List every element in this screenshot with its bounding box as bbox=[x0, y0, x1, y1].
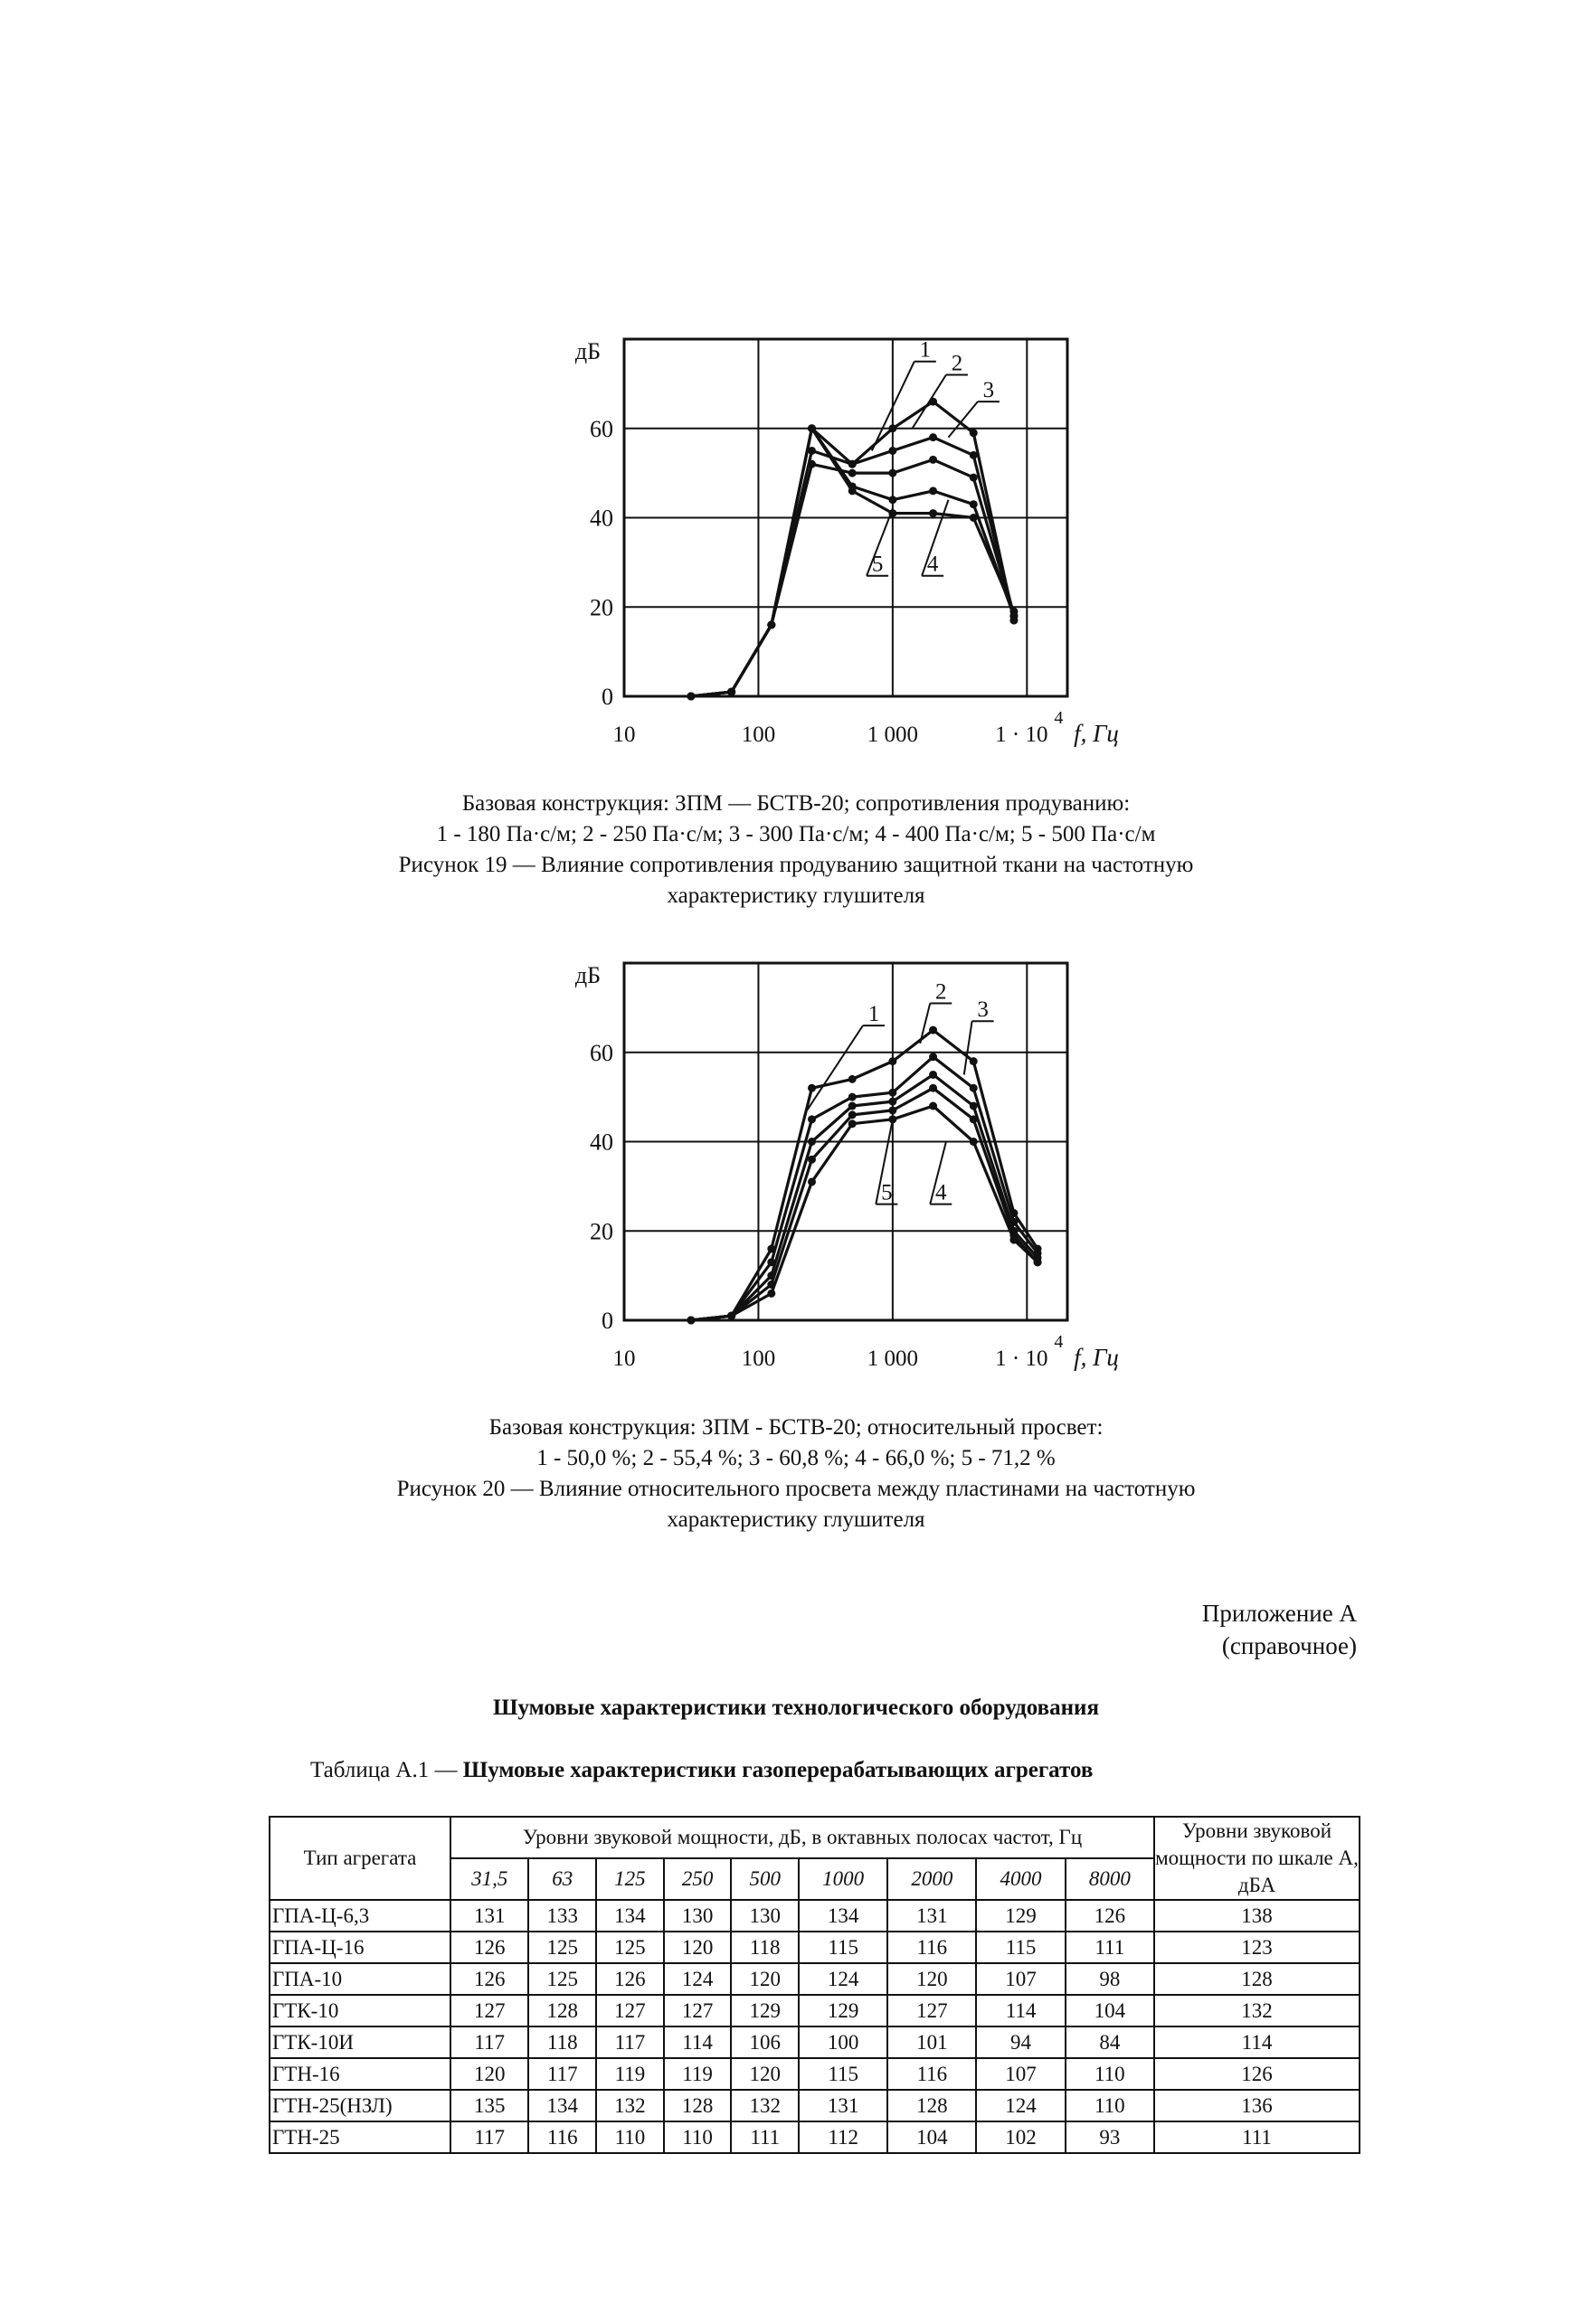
y-tick-label: 0 bbox=[602, 684, 613, 710]
level-cell: 120 bbox=[450, 2058, 528, 2090]
level-cell: 129 bbox=[799, 1995, 887, 2026]
series-point bbox=[970, 500, 978, 508]
level-cell: 124 bbox=[976, 2090, 1065, 2121]
series-point bbox=[970, 1057, 978, 1065]
figure-19-caption-line1: Базовая конструкция: ЗПМ — БСТВ-20; сопротивления продуванию: bbox=[461, 791, 1131, 816]
level-cell: 126 bbox=[596, 1963, 664, 1995]
level-cell: 115 bbox=[799, 2058, 887, 2090]
series-point bbox=[888, 1098, 896, 1106]
series-point bbox=[970, 451, 978, 459]
unit-type-cell: ГПА-Ц-16 bbox=[270, 1932, 450, 1963]
series-point bbox=[808, 1084, 816, 1092]
y-tick-label: 20 bbox=[590, 1218, 613, 1245]
series-point bbox=[848, 1110, 857, 1119]
figure-19-caption-line4: характеристику глушителя bbox=[667, 883, 925, 908]
series-line-4 bbox=[691, 429, 1014, 696]
x-tick-label: 1 000 bbox=[867, 723, 919, 747]
level-cell: 116 bbox=[528, 2121, 596, 2153]
series-point bbox=[848, 1119, 857, 1128]
series-point bbox=[808, 1115, 816, 1123]
level-cell: 135 bbox=[450, 2090, 528, 2121]
level-cell: 120 bbox=[731, 1963, 799, 1995]
x-tick-label: 10 bbox=[612, 723, 636, 747]
series-label: 2 bbox=[951, 351, 963, 376]
x-tick-label: 1 · 10 bbox=[995, 1346, 1048, 1371]
level-cell: 132 bbox=[596, 2090, 664, 2121]
level-cell: 117 bbox=[450, 2121, 528, 2153]
series-line-2 bbox=[691, 1057, 1038, 1320]
series-label: 4 bbox=[935, 1180, 947, 1205]
table-caption-title: Шумовые характеристики газоперерабатывающих агрегатов bbox=[462, 1758, 1094, 1782]
series-point bbox=[848, 469, 857, 477]
x-tick-exponent: 4 bbox=[1054, 708, 1064, 728]
level-cell: 128 bbox=[664, 2090, 732, 2121]
series-label: 1 bbox=[867, 1002, 880, 1027]
x-tick-label: 1 · 10 bbox=[995, 723, 1048, 747]
table-row bbox=[270, 2090, 1360, 2121]
level-cell: 118 bbox=[731, 1932, 799, 1963]
section-title: Шумовые характеристики технологического оборудования bbox=[493, 1696, 1099, 1720]
series-line-3 bbox=[691, 459, 1014, 696]
level-cell: 128 bbox=[528, 1995, 596, 2026]
y-axis-label: дБ bbox=[574, 962, 602, 988]
appendix-title: Приложение А bbox=[1201, 1600, 1357, 1627]
level-cell: 129 bbox=[731, 1995, 799, 2026]
series-point bbox=[970, 1138, 978, 1146]
level-cell: 134 bbox=[799, 1900, 887, 1932]
series-point bbox=[970, 474, 978, 482]
series-point bbox=[848, 460, 857, 468]
level-cell: 125 bbox=[528, 1932, 596, 1963]
total-level-cell: 114 bbox=[1154, 2026, 1360, 2058]
series-point bbox=[929, 433, 937, 441]
unit-type-cell: ГПА-10 bbox=[270, 1963, 450, 1995]
level-cell: 115 bbox=[976, 1932, 1065, 1963]
level-cell: 127 bbox=[450, 1995, 528, 2026]
level-cell: 131 bbox=[887, 1900, 976, 1932]
x-axis-label: f, Гц bbox=[1074, 1344, 1119, 1371]
level-cell: 118 bbox=[528, 2026, 596, 2058]
series-point bbox=[970, 1115, 978, 1123]
x-tick-label: 100 bbox=[741, 1346, 776, 1371]
figure-19-svg bbox=[543, 321, 1119, 755]
header-levels: Уровни звуковой мощности, дБ, в октавных полосах частот, Гц bbox=[450, 1817, 1154, 1858]
level-cell: 125 bbox=[596, 1932, 664, 1963]
figure-20-svg bbox=[543, 945, 1119, 1379]
frequency-header: 250 bbox=[664, 1858, 732, 1900]
y-tick-label: 40 bbox=[590, 505, 613, 532]
level-cell: 111 bbox=[1066, 1932, 1154, 1963]
y-tick-label: 40 bbox=[590, 1129, 613, 1156]
figure-20-caption-line1: Базовая конструкция: ЗПМ - БСТВ-20; относительный просвет: bbox=[488, 1415, 1104, 1440]
table-caption-prefix: Таблица А.1 — bbox=[310, 1758, 463, 1782]
series-line-1 bbox=[691, 402, 1014, 696]
level-cell: 124 bbox=[799, 1963, 887, 1995]
level-cell: 102 bbox=[976, 2121, 1065, 2153]
frequency-header: 8000 bbox=[1066, 1858, 1154, 1900]
series-label: 3 bbox=[977, 997, 989, 1023]
frequency-header: 500 bbox=[731, 1858, 799, 1900]
series-point bbox=[687, 1317, 695, 1325]
level-cell: 134 bbox=[596, 1900, 664, 1932]
level-cell: 112 bbox=[799, 2121, 887, 2153]
frequency-header: 4000 bbox=[976, 1858, 1065, 1900]
series-point bbox=[808, 1177, 816, 1186]
y-axis-label: дБ bbox=[574, 338, 602, 364]
y-tick-label: 20 bbox=[590, 594, 613, 621]
figure-20-caption bbox=[0, 1412, 1592, 1535]
level-cell: 134 bbox=[528, 2090, 596, 2121]
unit-type-cell: ГТН-25(НЗЛ) bbox=[270, 2090, 450, 2121]
total-level-cell: 138 bbox=[1154, 1900, 1360, 1932]
unit-type-cell: ГТК-10 bbox=[270, 1995, 450, 2026]
level-cell: 111 bbox=[731, 2121, 799, 2153]
series-point bbox=[929, 456, 937, 464]
figure-20-caption-line3: Рисунок 20 — Влияние относительного просвета между пластинами на частотную bbox=[396, 1477, 1196, 1501]
series-point bbox=[767, 621, 775, 629]
table-row bbox=[270, 1932, 1360, 1963]
level-cell: 98 bbox=[1066, 1963, 1154, 1995]
frequency-header: 31,5 bbox=[450, 1858, 528, 1900]
figure-19-caption-line3: Рисунок 19 — Влияние сопротивления продуванию защитной ткани на частотную bbox=[398, 853, 1194, 877]
series-point bbox=[687, 693, 695, 701]
series-point bbox=[929, 1102, 937, 1110]
series-label: 5 bbox=[881, 1180, 893, 1205]
appendix-heading bbox=[1202, 1597, 1357, 1662]
unit-type-cell: ГТК-10И bbox=[270, 2026, 450, 2058]
table-row bbox=[270, 2026, 1360, 2058]
x-axis-label: f, Гц bbox=[1074, 720, 1119, 747]
level-cell: 125 bbox=[528, 1963, 596, 1995]
series-point bbox=[888, 1106, 896, 1114]
table-row bbox=[270, 2058, 1360, 2090]
y-tick-label: 0 bbox=[602, 1308, 613, 1334]
frequency-header: 63 bbox=[528, 1858, 596, 1900]
level-cell: 115 bbox=[799, 1932, 887, 1963]
level-cell: 94 bbox=[976, 2026, 1065, 2058]
level-cell: 107 bbox=[976, 2058, 1065, 2090]
series-point bbox=[929, 1084, 937, 1092]
series-point bbox=[888, 424, 896, 432]
level-cell: 130 bbox=[664, 1900, 732, 1932]
level-cell: 133 bbox=[528, 1900, 596, 1932]
series-point bbox=[929, 1053, 937, 1061]
x-tick-exponent: 4 bbox=[1054, 1332, 1064, 1352]
total-level-cell: 126 bbox=[1154, 2058, 1360, 2090]
total-level-cell: 132 bbox=[1154, 1995, 1360, 2026]
series-point bbox=[808, 1156, 816, 1164]
figure-19-caption bbox=[0, 789, 1592, 912]
level-cell: 117 bbox=[596, 2026, 664, 2058]
level-cell: 114 bbox=[664, 2026, 732, 2058]
series-point bbox=[888, 496, 896, 504]
level-cell: 106 bbox=[731, 2026, 799, 2058]
level-cell: 110 bbox=[1066, 2090, 1154, 2121]
level-cell: 129 bbox=[976, 1900, 1065, 1932]
series-label: 2 bbox=[935, 979, 947, 1005]
frequency-header: 125 bbox=[596, 1858, 664, 1900]
level-cell: 128 bbox=[887, 2090, 976, 2121]
series-line-1 bbox=[691, 1030, 1038, 1320]
noise-table bbox=[269, 1816, 1360, 2154]
series-line-5 bbox=[691, 429, 1014, 696]
appendix-subtitle: (справочное) bbox=[1221, 1632, 1357, 1659]
series-point bbox=[929, 1071, 937, 1079]
level-cell: 126 bbox=[450, 1963, 528, 1995]
series-point bbox=[888, 447, 896, 455]
series-label: 1 bbox=[919, 337, 932, 363]
x-tick-label: 100 bbox=[741, 723, 776, 747]
header-total: Уровни звуковой мощности по шкале А, дБА bbox=[1154, 1817, 1360, 1900]
level-cell: 126 bbox=[1066, 1900, 1154, 1932]
table-body bbox=[270, 1900, 1360, 2153]
series-line-5 bbox=[691, 1106, 1038, 1320]
figure-20-caption-line4: характеристику глушителя bbox=[667, 1507, 925, 1532]
series-point bbox=[727, 1312, 735, 1320]
level-cell: 110 bbox=[596, 2121, 664, 2153]
series-point bbox=[1034, 1258, 1042, 1266]
frequency-header: 2000 bbox=[887, 1858, 976, 1900]
table-row bbox=[270, 1963, 1360, 1995]
x-tick-label: 10 bbox=[612, 1346, 636, 1371]
level-cell: 114 bbox=[976, 1995, 1065, 2026]
series-point bbox=[767, 1290, 775, 1298]
level-cell: 120 bbox=[664, 1932, 732, 1963]
series-point bbox=[848, 1075, 857, 1083]
level-cell: 104 bbox=[1066, 1995, 1154, 2026]
x-tick-label: 1 000 bbox=[867, 1346, 919, 1371]
level-cell: 100 bbox=[799, 2026, 887, 2058]
series-point bbox=[970, 429, 978, 437]
level-cell: 126 bbox=[450, 1932, 528, 1963]
level-cell: 117 bbox=[528, 2058, 596, 2090]
total-level-cell: 128 bbox=[1154, 1963, 1360, 1995]
series-label: 3 bbox=[982, 378, 995, 403]
level-cell: 127 bbox=[664, 1995, 732, 2026]
figure-19-chart bbox=[543, 321, 1119, 755]
level-cell: 131 bbox=[450, 1900, 528, 1932]
table-caption bbox=[310, 1758, 1093, 1783]
series-leader-line bbox=[913, 375, 946, 429]
level-cell: 119 bbox=[596, 2058, 664, 2090]
total-level-cell: 136 bbox=[1154, 2090, 1360, 2121]
series-point bbox=[888, 469, 896, 477]
series-point bbox=[1009, 1236, 1018, 1244]
unit-type-cell: ГТН-25 bbox=[270, 2121, 450, 2153]
series-point bbox=[808, 1138, 816, 1146]
table-row bbox=[270, 1900, 1360, 1932]
series-point bbox=[929, 1026, 937, 1034]
table-row bbox=[270, 2121, 1360, 2153]
table-row bbox=[270, 1995, 1360, 2026]
series-point bbox=[970, 514, 978, 522]
series-leader-line bbox=[964, 1021, 972, 1074]
level-cell: 119 bbox=[664, 2058, 732, 2090]
series-point bbox=[808, 424, 816, 432]
level-cell: 131 bbox=[799, 2090, 887, 2121]
unit-type-cell: ГТН-16 bbox=[270, 2058, 450, 2090]
unit-type-cell: ГПА-Ц-6,3 bbox=[270, 1900, 450, 1932]
level-cell: 116 bbox=[887, 1932, 976, 1963]
level-cell: 127 bbox=[887, 1995, 976, 2026]
series-point bbox=[929, 509, 937, 517]
level-cell: 120 bbox=[731, 2058, 799, 2090]
frequency-header: 1000 bbox=[799, 1858, 887, 1900]
series-point bbox=[808, 460, 816, 468]
series-label: 4 bbox=[926, 552, 939, 577]
y-tick-label: 60 bbox=[590, 415, 613, 442]
series-point bbox=[1009, 608, 1018, 616]
level-cell: 110 bbox=[1066, 2058, 1154, 2090]
total-level-cell: 111 bbox=[1154, 2121, 1360, 2153]
y-tick-label: 60 bbox=[590, 1039, 613, 1066]
level-cell: 130 bbox=[731, 1900, 799, 1932]
level-cell: 107 bbox=[976, 1963, 1065, 1995]
level-cell: 120 bbox=[887, 1963, 976, 1995]
level-cell: 93 bbox=[1066, 2121, 1154, 2153]
series-point bbox=[888, 1057, 896, 1065]
level-cell: 124 bbox=[664, 1963, 732, 1995]
series-label: 5 bbox=[871, 552, 884, 577]
level-cell: 110 bbox=[664, 2121, 732, 2153]
series-point bbox=[727, 688, 735, 696]
header-type: Тип агрегата bbox=[270, 1817, 450, 1900]
level-cell: 101 bbox=[887, 2026, 976, 2058]
level-cell: 117 bbox=[450, 2026, 528, 2058]
series-point bbox=[970, 1102, 978, 1110]
figure-19-caption-line2: 1 - 180 Па·с/м; 2 - 250 Па·с/м; 3 - 300 Па·с/м; 4 - 400 Па·с/м; 5 - 500 Па·с/м bbox=[436, 822, 1156, 846]
series-point bbox=[888, 1089, 896, 1097]
series-point bbox=[848, 487, 857, 495]
series-point bbox=[970, 1084, 978, 1092]
level-cell: 84 bbox=[1066, 2026, 1154, 2058]
level-cell: 116 bbox=[887, 2058, 976, 2090]
level-cell: 127 bbox=[596, 1995, 664, 2026]
series-point bbox=[929, 487, 937, 495]
series-point bbox=[848, 1102, 857, 1110]
level-cell: 104 bbox=[887, 2121, 976, 2153]
figure-20-chart bbox=[543, 945, 1119, 1379]
total-level-cell: 123 bbox=[1154, 1932, 1360, 1963]
level-cell: 132 bbox=[731, 2090, 799, 2121]
series-point bbox=[848, 1093, 857, 1101]
figure-20-caption-line2: 1 - 50,0 %; 2 - 55,4 %; 3 - 60,8 %; 4 - 66,0 %; 5 - 71,2 % bbox=[536, 1446, 1056, 1470]
